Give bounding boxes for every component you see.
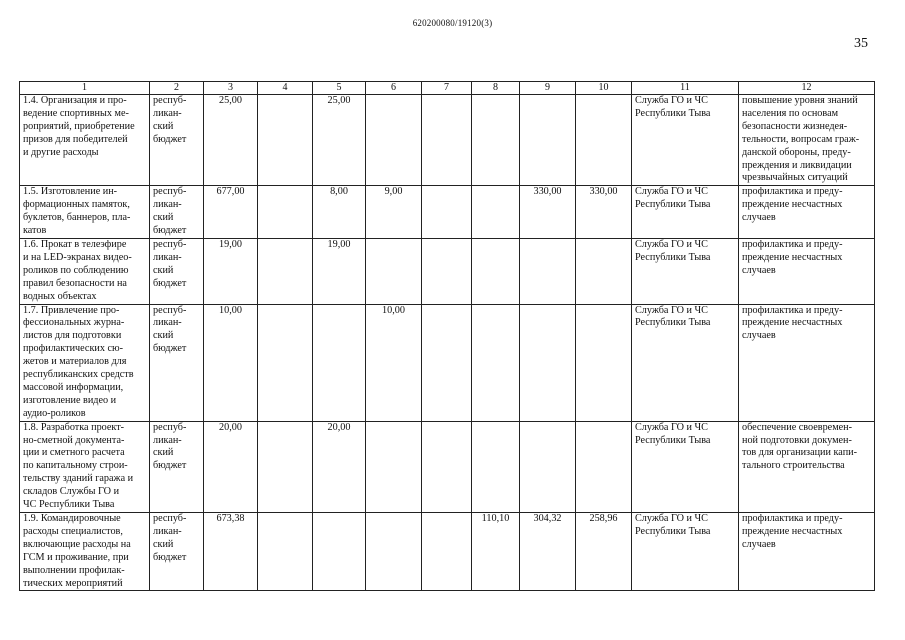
expected-result-cell: профилактика и преду- преждение несчастных случаев	[739, 238, 875, 304]
amount-col8-cell	[472, 304, 520, 421]
amount-col10-cell: 330,00	[576, 186, 632, 239]
amount-col5-cell: 19,00	[313, 238, 366, 304]
table-row	[20, 95, 875, 186]
executor-cell: Служба ГО и ЧС Республики Тыва	[632, 95, 739, 186]
document-id: 620200080/19120(3)	[412, 18, 493, 28]
amount-total-cell: 19,00	[204, 238, 258, 304]
funding-source-cell: респуб- ликан- ский бюджет	[150, 513, 204, 591]
amount-col9-cell	[520, 304, 576, 421]
executor-cell: Служба ГО и ЧС Республики Тыва	[632, 186, 739, 239]
funding-source-cell: респуб- ликан- ский бюджет	[150, 421, 204, 512]
amount-col4-cell	[258, 513, 313, 591]
column-number: 8	[472, 82, 520, 95]
amount-col6-cell: 9,00	[366, 186, 422, 239]
activity-cell: 1.5. Изготовление ин- формационных памяток, буклетов, баннеров, пла- катов	[20, 186, 150, 239]
activity-cell: 1.6. Прокат в телеэфире и на LED-экранах видео- роликов по соблюдению правил безопасности на водных объектах	[20, 238, 150, 304]
column-number: 5	[313, 82, 366, 95]
program-activities-table	[19, 81, 875, 591]
column-number: 11	[632, 82, 739, 95]
amount-total-cell: 20,00	[204, 421, 258, 512]
amount-col5-cell	[313, 304, 366, 421]
executor-cell: Служба ГО и ЧС Республики Тыва	[632, 421, 739, 512]
funding-source-cell: респуб- ликан- ский бюджет	[150, 95, 204, 186]
amount-col10-cell: 258,96	[576, 513, 632, 591]
expected-result-cell: повышение уровня знаний населения по основам безопасности жизнедея- тельности, вопросам граж- данской обороны, преду- преждения и ликвидации чрезвычайных ситуаций	[739, 95, 875, 186]
amount-col9-cell	[520, 95, 576, 186]
amount-col7-cell	[422, 304, 472, 421]
amount-col7-cell	[422, 186, 472, 239]
page-number: 35	[854, 36, 868, 51]
activity-cell: 1.4. Организация и про- ведение спортивных ме- роприятий, приобретение призов для победителей и другие расходы	[20, 95, 150, 186]
table-row	[20, 238, 875, 304]
amount-col8-cell: 110,10	[472, 513, 520, 591]
funding-source-cell: респуб- ликан- ский бюджет	[150, 304, 204, 421]
amount-total-cell: 25,00	[204, 95, 258, 186]
column-number: 2	[150, 82, 204, 95]
amount-col4-cell	[258, 95, 313, 186]
amount-col4-cell	[258, 421, 313, 512]
activity-cell: 1.9. Командировочные расходы специалистов, включающие расходы на ГСМ и проживание, при выполнении профилак- тических мероприятий	[20, 513, 150, 591]
executor-cell: Служба ГО и ЧС Республики Тыва	[632, 513, 739, 591]
amount-col10-cell	[576, 304, 632, 421]
amount-col4-cell	[258, 238, 313, 304]
amount-col7-cell	[422, 421, 472, 512]
amount-col9-cell: 304,32	[520, 513, 576, 591]
column-number: 7	[422, 82, 472, 95]
amount-col5-cell: 25,00	[313, 95, 366, 186]
funding-source-cell: респуб- ликан- ский бюджет	[150, 186, 204, 239]
expected-result-cell: профилактика и преду- преждение несчастных случаев	[739, 304, 875, 421]
amount-col6-cell	[366, 421, 422, 512]
amount-col5-cell: 20,00	[313, 421, 366, 512]
expected-result-cell: профилактика и преду- преждение несчастных случаев	[739, 186, 875, 239]
table-row	[20, 513, 875, 591]
column-number: 1	[20, 82, 150, 95]
column-number: 3	[204, 82, 258, 95]
amount-col8-cell	[472, 95, 520, 186]
amount-col10-cell	[576, 238, 632, 304]
column-number: 6	[366, 82, 422, 95]
amount-col4-cell	[258, 304, 313, 421]
funding-source-cell: респуб- ликан- ский бюджет	[150, 238, 204, 304]
expected-result-cell: профилактика и преду- преждение несчастных случаев	[739, 513, 875, 591]
amount-col4-cell	[258, 186, 313, 239]
table-row	[20, 421, 875, 512]
amount-col6-cell	[366, 513, 422, 591]
amount-col9-cell: 330,00	[520, 186, 576, 239]
amount-col7-cell	[422, 238, 472, 304]
amount-col10-cell	[576, 421, 632, 512]
amount-col8-cell	[472, 238, 520, 304]
amount-col9-cell	[520, 421, 576, 512]
executor-cell: Служба ГО и ЧС Республики Тыва	[632, 238, 739, 304]
executor-cell: Служба ГО и ЧС Республики Тыва	[632, 304, 739, 421]
column-number: 4	[258, 82, 313, 95]
amount-col8-cell	[472, 186, 520, 239]
amount-total-cell: 10,00	[204, 304, 258, 421]
amount-col6-cell: 10,00	[366, 304, 422, 421]
amount-col7-cell	[422, 95, 472, 186]
column-number-row	[20, 82, 875, 95]
amount-total-cell: 677,00	[204, 186, 258, 239]
amount-col9-cell	[520, 238, 576, 304]
amount-col8-cell	[472, 421, 520, 512]
column-number: 12	[739, 82, 875, 95]
column-number: 10	[576, 82, 632, 95]
amount-total-cell: 673,38	[204, 513, 258, 591]
amount-col6-cell	[366, 238, 422, 304]
amount-col6-cell	[366, 95, 422, 186]
amount-col10-cell	[576, 95, 632, 186]
activity-cell: 1.7. Привлечение про- фессиональных журна- листов для подготовки профилактических сю- жетов и материалов для республиканских средств массовой информации, изготовление видео и аудио-роликов	[20, 304, 150, 421]
table-row	[20, 304, 875, 421]
table-row	[20, 186, 875, 239]
amount-col5-cell: 8,00	[313, 186, 366, 239]
amount-col7-cell	[422, 513, 472, 591]
amount-col5-cell	[313, 513, 366, 591]
activity-cell: 1.8. Разработка проект- но-сметной документа- ции и сметного расчета по капитальному строи- тельству зданий гаража и складов Службы ГО и ЧС Республики Тыва	[20, 421, 150, 512]
expected-result-cell: обеспечение своевремен- ной подготовки докумен- тов для организации капи- тального строительства	[739, 421, 875, 512]
column-number: 9	[520, 82, 576, 95]
